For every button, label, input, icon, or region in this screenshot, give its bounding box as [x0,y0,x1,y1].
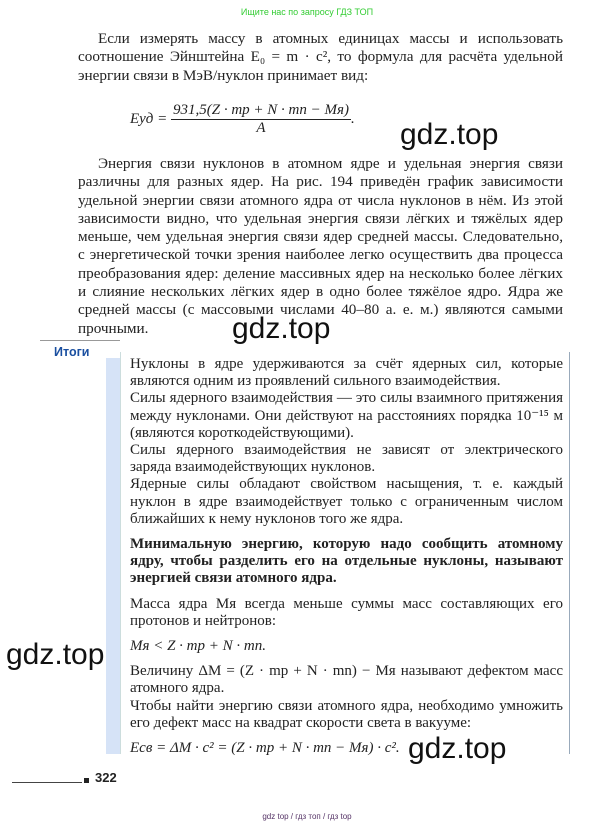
intro-paragraph [78,30,563,85]
summary-title: Итоги [54,345,90,359]
formula-lhs: Eуд = [130,110,168,127]
summary-item: Величину ΔM = (Z · mp + N · mn) − Mя называют дефектом масс атомного ядра. [130,663,563,697]
watermark-gdz: gdz.top [408,732,507,765]
page-number: 322 [95,770,117,785]
page-marker [84,778,89,783]
summary-item: Ядерные силы обладают свойством насыщения, т. е. каждый нуклон в ядре взаимодействует только с ограниченным числом ближайших к нему нуклонов того же ядра. [130,476,563,527]
specific-energy-formula: Eуд = $\frac{931,5(Z \cdot mp + N \cdot mn - Mя)}{A}$ . [130,102,355,136]
summary-content [130,356,563,757]
summary-item: Нуклоны в ядре удерживаются за счёт ядерных сил, которые являются одним из проявлений сильного взаимодействия. [130,356,563,390]
watermark-gdz: gdz.top [400,118,499,151]
watermark-top: Ищите нас по запросу ГДЗ ТОП [240,7,374,17]
formula-numerator: 931,5(Z · mp + N · mn − Mя) [173,102,349,118]
summary-item: Масса ядра Mя всегда меньше суммы масс составляющих его протонов и нейтронов: [130,595,563,629]
intro-text: Если измерять массу в атомных единицах массы и использовать соотношение Эйнштейна E₀ = m · c², то формула для расчёта удельной энергии связи в МэВ/нуклон принимает вид: [78,30,563,84]
watermark-gdz: gdz.top [232,312,331,345]
summary-item: Чтобы найти энергию связи атомного ядра, необходимо умножить его дефект масс на квадрат скорости света в вакууме: [130,697,563,731]
watermark-gdz: gdz.top [6,638,105,671]
summary-definition: Минимальную энергию, которую надо сообщить атомному ядру, чтобы разделить его на отдельные нуклоны, называют энергией связи атомного ядра. [130,536,563,587]
divider [40,340,120,341]
page-rule [12,782,82,783]
summary-sidebar [106,358,120,754]
formula-denominator: A [256,120,266,136]
formula-fraction [171,102,351,137]
binding-energy-paragraph [78,155,563,338]
mass-inequality: Mя < Z · mp + N · mn. [130,638,266,655]
summary-item: Силы ядерного взаимодействия — это силы взаимного притяжения между нуклонами. Они действуют на расстояниях порядка 10⁻¹⁵ м (являются короткодействующими). [130,390,563,441]
summary-item: Силы ядерного взаимодействия не зависят от электрического заряда взаимодействующих нуклонов. [130,442,563,476]
para2-text: Энергия связи нуклонов в атомном ядре и удельная энергия связи различны для разных ядер. На рис. 194 приведён график зависимости удельной энергии связи атомного ядра от числа нуклонов в нём. Из этой зависимости видно, что удельная энергия связи лёгких и тяжёлых ядер меньше, чем удельная энергия связи ядер средней массы. Следовательно, с энергетической точки зрения наиболее легко осуществить два процесса преобразования ядер: деление массивных ядер на несколько более лёгких и слияние нескольких лёгких ядер в одно более тяжёлое ядро. Ядра же средней массы (с массовыми числами 40–80 а. е. м.) являются самыми прочными. [78,155,563,337]
binding-energy-formula: Eсв = ΔM · c² = (Z · mp + N · mn − Mя) · c². [130,740,400,757]
watermark-bottom: gdz top / гдз топ / гдз top [262,812,352,821]
